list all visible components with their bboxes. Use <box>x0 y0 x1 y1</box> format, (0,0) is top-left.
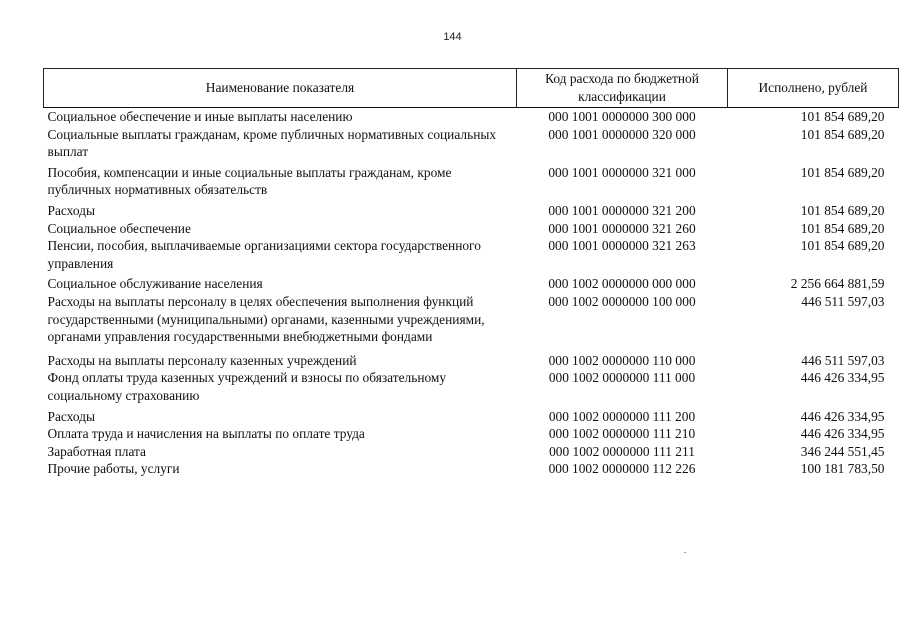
header-budget-code: Код расхода по бюджетной классификации <box>517 69 728 108</box>
table-row <box>44 352 899 370</box>
row-indicator-name: Пособия, компенсации и иные социальные выплаты гражданам, кроме публичных нормативных обязательств <box>47 164 452 198</box>
table-row <box>44 293 899 352</box>
row-indicator-name: Расходы на выплаты персоналу в целях обеспечения выполнения функций государственными (муниципальными) органами, казенными учреждениями, органами управления государственными внебюджетными фондами <box>47 293 485 345</box>
row-indicator-name: Расходы <box>47 408 95 424</box>
row-indicator-name: Расходы <box>47 202 95 218</box>
row-executed-amount: 101 854 689,20 <box>800 220 885 236</box>
table-row <box>44 220 899 238</box>
row-indicator-name: Пенсии, пособия, выплачиваемые организациями сектора государственного управления <box>47 238 481 271</box>
row-executed-amount: 346 244 551,45 <box>800 443 885 459</box>
table-row <box>44 108 899 126</box>
row-budget-code: 000 1002 0000000 112 226 <box>548 461 696 477</box>
table-row <box>44 126 899 164</box>
row-budget-code: 000 1002 0000000 111 200 <box>548 408 696 424</box>
table-header-row <box>44 69 899 108</box>
row-executed-amount: 446 426 334,95 <box>800 370 885 386</box>
row-budget-code: 000 1001 0000000 300 000 <box>548 109 696 124</box>
row-budget-code: 000 1001 0000000 321 260 <box>548 220 696 236</box>
table-row <box>44 237 899 275</box>
row-indicator-name: Фонд оплаты труда казенных учреждений и взносы по обязательному социальному страхованию <box>47 370 447 403</box>
row-budget-code: 000 1002 0000000 111 210 <box>548 426 696 442</box>
row-budget-code: 000 1002 0000000 111 000 <box>548 370 696 386</box>
table-row <box>44 275 899 293</box>
table-row <box>44 460 899 478</box>
row-budget-code: 000 1002 0000000 110 000 <box>548 352 696 368</box>
row-executed-amount: 101 854 689,20 <box>800 238 885 254</box>
row-executed-amount: 100 181 783,50 <box>800 461 885 477</box>
row-executed-amount: 101 854 689,20 <box>800 164 885 180</box>
row-executed-amount: 101 854 689,20 <box>800 109 885 124</box>
row-indicator-name: Социальное обеспечение <box>47 220 191 236</box>
row-budget-code: 000 1002 0000000 000 000 <box>548 276 696 292</box>
table-row <box>44 408 899 426</box>
scan-speck <box>684 552 686 553</box>
header-executed-amount: Исполнено, рублей <box>728 69 899 108</box>
row-executed-amount: 101 854 689,20 <box>800 202 885 218</box>
table-row <box>44 164 899 202</box>
table-row <box>44 425 899 443</box>
row-budget-code: 000 1002 0000000 111 211 <box>549 443 695 459</box>
row-executed-amount: 446 426 334,95 <box>800 426 885 442</box>
header-indicator-name: Наименование показателя <box>44 69 517 108</box>
row-executed-amount: 2 256 664 881,59 <box>790 276 885 292</box>
row-budget-code: 000 1001 0000000 321 000 <box>548 164 696 180</box>
row-indicator-name: Социальные выплаты гражданам, кроме публичных нормативных социальных выплат <box>47 126 497 160</box>
row-budget-code: 000 1001 0000000 321 200 <box>548 202 696 218</box>
row-executed-amount: 446 511 597,03 <box>801 293 885 309</box>
table-row <box>44 443 899 461</box>
row-indicator-name: Социальное обслуживание населения <box>47 276 263 292</box>
row-indicator-name: Расходы на выплаты персоналу казенных учреждений <box>47 352 357 368</box>
page-number: 144 <box>443 31 462 43</box>
row-executed-amount: 101 854 689,20 <box>800 126 885 142</box>
row-budget-code: 000 1001 0000000 320 000 <box>548 126 696 142</box>
row-executed-amount: 446 426 334,95 <box>800 408 885 424</box>
row-indicator-name: Заработная плата <box>47 443 146 459</box>
table-row <box>44 202 899 220</box>
expenditure-table <box>43 68 899 478</box>
row-budget-code: 000 1002 0000000 100 000 <box>548 293 696 309</box>
row-indicator-name: Социальное обеспечение и иные выплаты населению <box>47 109 353 124</box>
row-budget-code: 000 1001 0000000 321 263 <box>548 238 696 254</box>
table-row <box>44 369 899 407</box>
row-executed-amount: 446 511 597,03 <box>801 352 885 368</box>
row-indicator-name: Прочие работы, услуги <box>47 461 180 477</box>
row-indicator-name: Оплата труда и начисления на выплаты по оплате труда <box>47 426 365 442</box>
